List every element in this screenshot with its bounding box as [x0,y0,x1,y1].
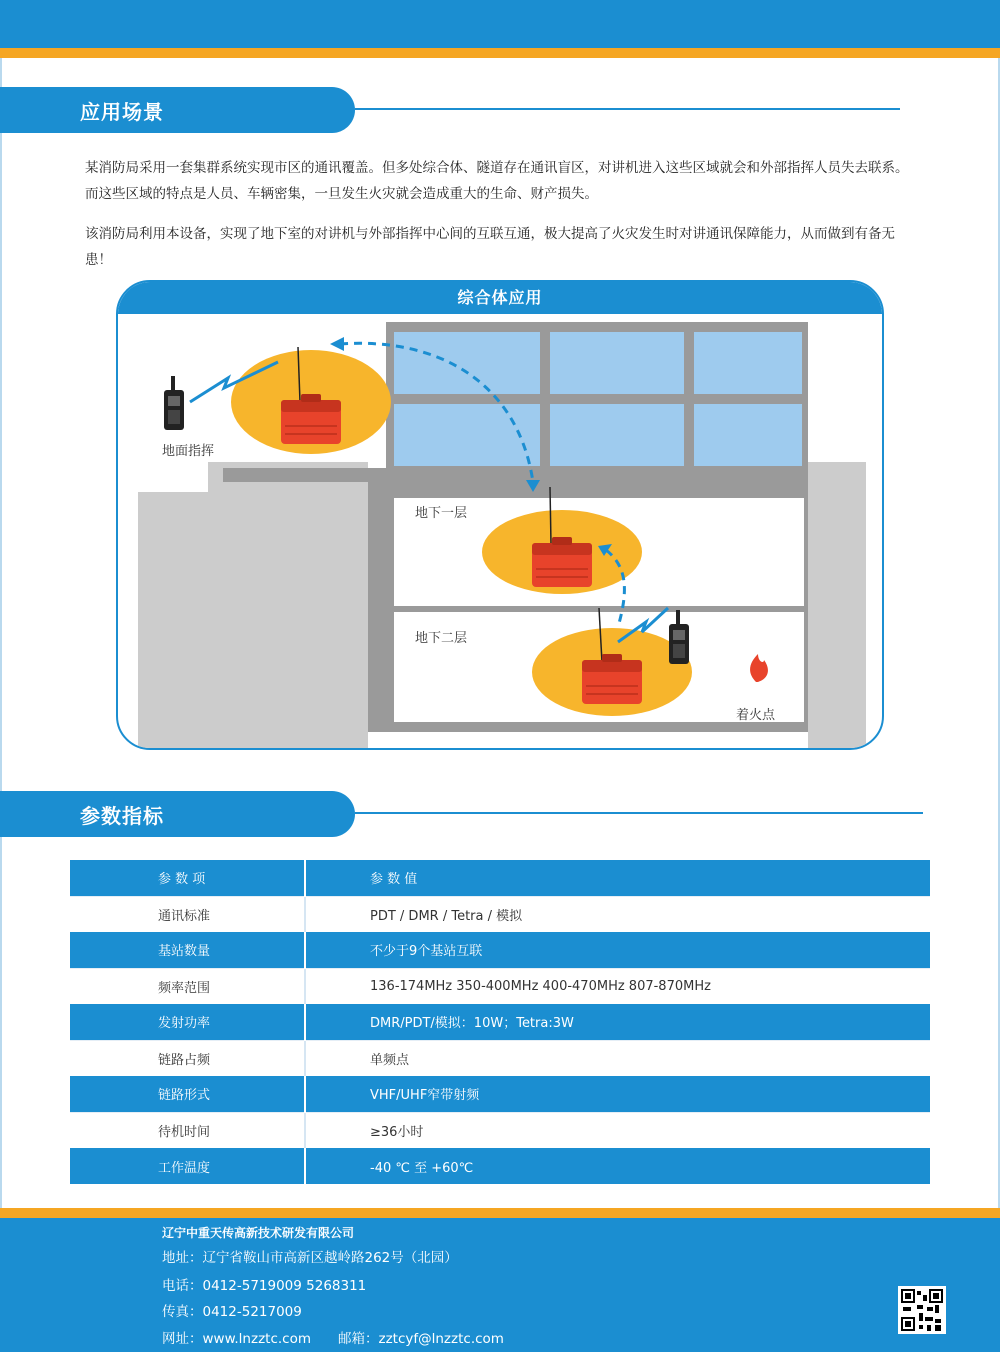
repeater-device-icon [532,537,592,587]
footer-phone: 电话：0412-5719009 5268311 [162,1278,367,1294]
param-name: 频率范围 [70,968,305,1004]
param-name: 通讯标准 [70,896,305,932]
section-tab-specs [0,791,355,837]
intro-paragraph-2: 该消防局利用本设备，实现了地下室的对讲机与外部指挥中心间的互联互通，极大提高了火灾发生时对讲通讯保障能力，从而做到有备无患！ [85,226,895,268]
table-row [70,1004,930,1040]
param-name: 发射功率 [70,1004,305,1040]
param-name: 工作温度 [70,1148,305,1184]
diagram-illustration [118,282,884,750]
bottom-accent-stripe [0,1208,1000,1218]
complex-application-diagram [116,280,884,750]
table-row [70,896,930,932]
section-divider [355,812,923,814]
param-name: 链路占频 [70,1040,305,1076]
table-row [70,1040,930,1076]
top-accent-stripe [0,48,1000,58]
section-tab-application [0,87,355,133]
table-row [70,1148,930,1184]
footer-website[interactable]: 网址：www.lnzztc.com [162,1331,311,1347]
param-value: -40 ℃ 至 +60℃ [305,1148,930,1184]
section-divider [355,108,900,110]
section-title-application: 应用场景 [80,100,164,124]
header-param-name: 参 数 项 [70,860,305,896]
table-header-row [70,860,930,896]
section-title-specs: 参数指标 [80,804,164,828]
footer-fax: 传真：0412-5217009 [162,1304,302,1320]
footer-address: 地址：辽宁省鞍山市高新区越岭路262号（北园） [162,1250,458,1266]
radio-icon [164,376,184,430]
param-name: 基站数量 [70,932,305,968]
qr-code-icon [898,1286,946,1334]
label-basement-1: 地下一层 [415,506,468,521]
header-param-value: 参 数 值 [305,860,930,896]
param-value: 单频点 [305,1040,930,1076]
ground-left [138,462,368,750]
ground-right [808,462,866,750]
table-row [70,1076,930,1112]
repeater-device-icon [281,394,341,444]
footer-company: 辽宁中重天传高新技术研发有限公司 [162,1226,355,1240]
param-value: PDT / DMR / Tetra / 模拟 [305,896,930,932]
diagram-title: 综合体应用 [457,288,543,307]
param-name: 链路形式 [70,1076,305,1112]
table-row [70,1112,930,1148]
top-band [0,0,1000,48]
table-row [70,968,930,1004]
footer [0,1218,1000,1352]
label-ground-command: 地面指挥 [162,444,215,459]
param-value: DMR/PDT/模拟：10W；Tetra:3W [305,1004,930,1040]
footer-email[interactable]: 邮箱：zztcyf@lnzztc.com [338,1331,504,1347]
intro-paragraph-1: 某消防局采用一套集群系统实现市区的通讯覆盖。但多处综合体、隧道存在通讯盲区，对讲机进入这些区域就会和外部指挥人员失去联系。而这些区域的特点是人员、车辆密集，一旦发生火灾就会造成重大的生命、财产损失。 [85,160,909,202]
label-basement-2: 地下二层 [415,631,468,646]
param-value: ≥36小时 [305,1112,930,1148]
param-value: 136-174MHz 350-400MHz 400-470MHz 807-870MHz [305,968,930,1004]
repeater-device-icon [582,654,642,704]
table-row [70,932,930,968]
param-value: 不少于9个基站互联 [305,932,930,968]
label-fire-point: 着火点 [736,708,776,723]
param-name: 待机时间 [70,1112,305,1148]
spec-table [70,860,930,1184]
param-value: VHF/UHF窄带射频 [305,1076,930,1112]
